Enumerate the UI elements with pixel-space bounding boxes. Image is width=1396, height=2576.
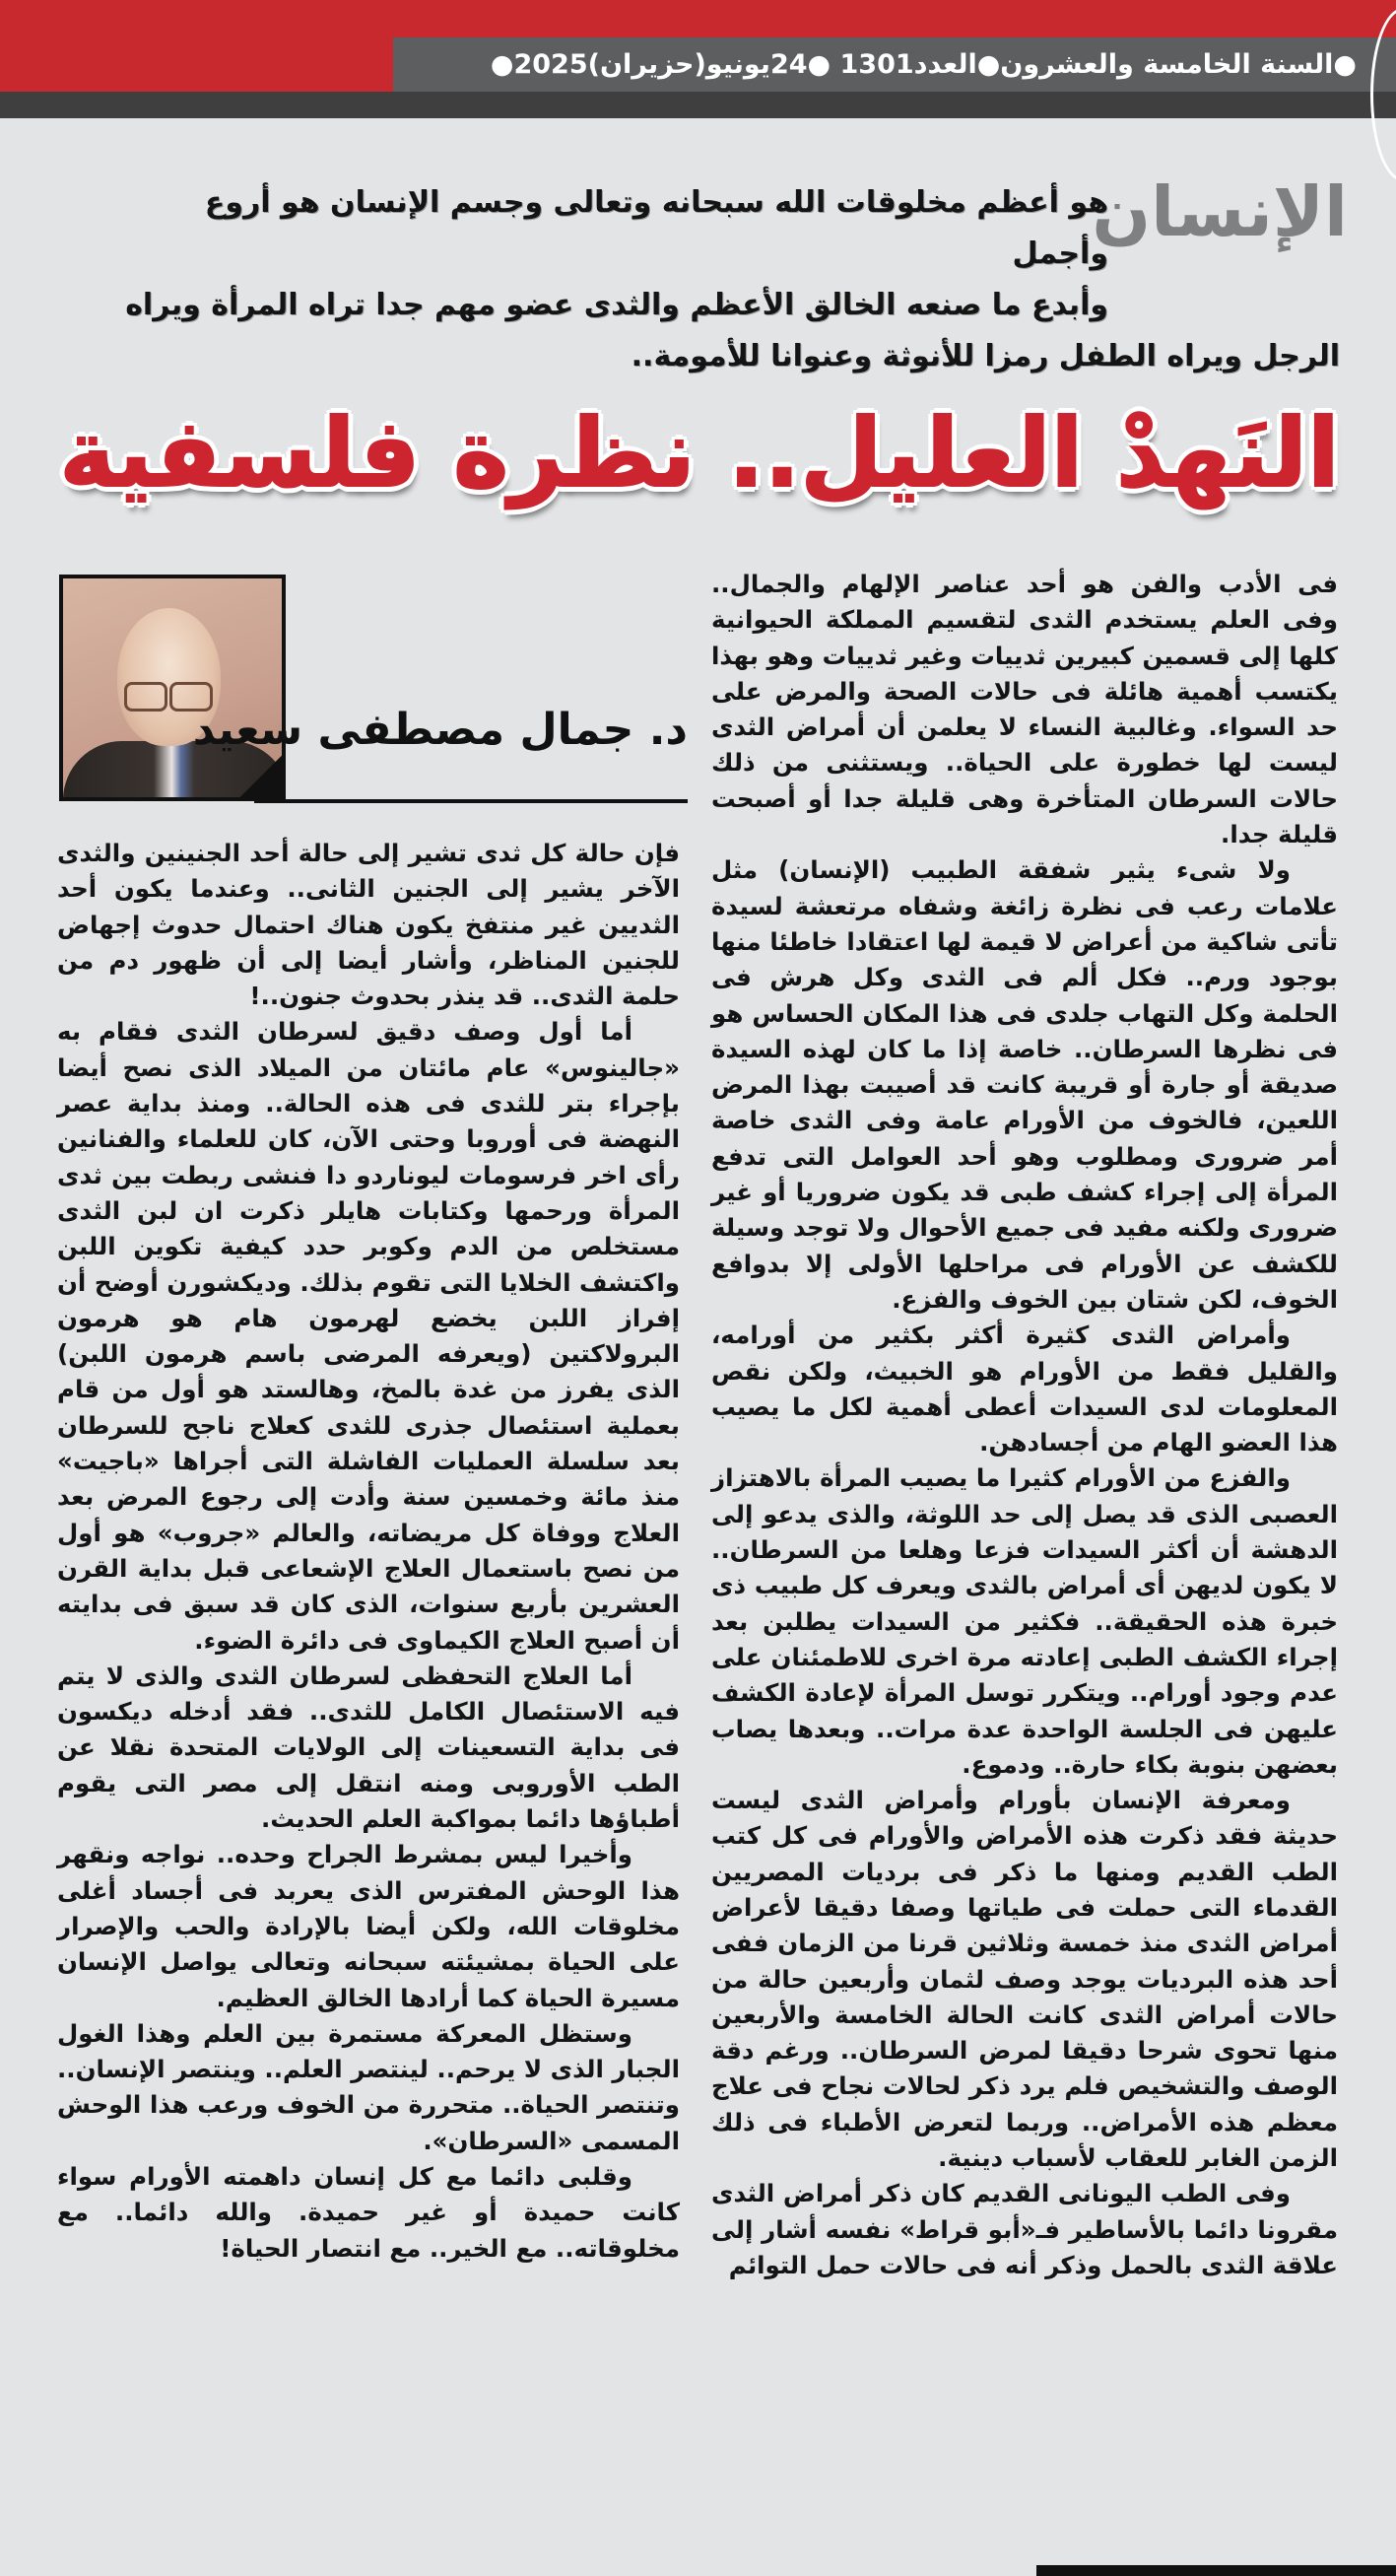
paragraph: وأمراض الثدى كثيرة أكثر بكثير من أورامه، والقليل فقط من الأورام هو الخبيث، ولكن نقص المعلومات لدى السيدات أعطى أهمية لكل ما يصيب هذا العضو الهام من أجسادهن. [711, 1321, 1338, 1457]
masthead-dark-band [0, 92, 1396, 118]
author-name: د. جمال مصطفى سعيد [192, 705, 688, 755]
paragraph: وقلبى دائما مع كل إنسان داهمته الأورام سواء كانت حميدة أو غير حميدة. والله دائما.. مع مخلوقاته.. مع الخير.. مع انتصار الحياة! [57, 2161, 680, 2263]
paragraph: والفزع من الأورام كثيرا ما يصيب المرأة بالاهتزاز العصبى الذى قد يصل إلى حد اللوثة، والذى يدعو إلى الدهشة أن أكثر السيدات فزعا وهلعا من السرطان.. لا يكون لديهن أى أمراض بالثدى ويعرف كل طبيب ذى خبرة هذه الحقيقة.. فكثير من السيدات يطلبن بعد إجراء الكشف الطبى إعادته مرة اخرى للاطمئنان على عدم وجود أورام.. ويتكرر توسل المرأة لإعادة الكشف عليهن فى الجلسة الواحدة عدة مرات.. وبعدها يصاب بعضهن بنوبة بكاء حارة.. ودموع. [711, 1463, 1338, 1779]
intro-line: هو أعظم مخلوقات الله سبحانه وتعالى وجسم الإنسان هو أروع وأجمل [204, 185, 1108, 271]
article-column-right [711, 567, 1338, 2283]
paragraph: ولا شىء يثير شفقة الطبيب (الإنسان) مثل علامات رعب فى نظرة زائغة وشفاه مرتعشة لسيدة تأتى شاكية من أعراض لا قيمة لها اعتقادا خاطئا منها بوجود ورم.. فكل ألم فى الثدى وكل هرش فى الحلمة وكل التهاب جلدى فى هذا المكان الحساس هو فى نظرها السرطان.. خاصة إذا ما كان لهذه السيدة صديقة أو جارة أو قريبة كانت قد أصيبت بهذا المرض اللعين، فالخوف من الأورام عامة وفى الثدى خاصة أمر ضرورى ومطلوب وهو أحد العوامل التى تدفع المرأة إلى إجراء كشف طبى قد يكون ضروريا أو غير ضرورى ولكنه مفيد فى جميع الأحوال ولا توجد وسيلة للكشف عن الأورام فى مراحلها الأولى إلا بدوافع الخوف، لكن شتان بين الخوف والفزع. [711, 855, 1338, 1314]
issue-info-bar [393, 37, 1396, 92]
author-portrait-icon [59, 575, 286, 801]
paragraph: فى الأدب والفن هو أحد عناصر الإلهام والجمال.. وفى العلم يستخدم الثدى لتقسيم المملكة الحيوانية كلها إلى قسمين كبيرين ثدييات وغير ثدييات وهو بهذا يكتسب أهمية هائلة فى حالات الصحة والمرض على حد السواء. وغالبية النساء لا يعلمن أن أمراض الثدى ليست لها خطورة على الحياة.. ويستثنى من ذلك حالات السرطان المتأخرة وهى قليلة جدا أو أصبحت قليلة جدا. [711, 570, 1338, 849]
paragraph: وفى الطب اليونانى القديم كان ذكر أمراض الثدى مقرونا دائما بالأساطير فـ«أبو قراط» نفسه أشار إلى علاقة الثدى بالحمل وذكر أنه فى حالات حمل التوائم [711, 2179, 1338, 2279]
paragraph: أما أول وصف دقيق لسرطان الثدى فقام به «جالينوس» عام مائتان من الميلاد الذى نصح أيضا بإجراء بتر للثدى فى هذه الحالة.. ومنذ بداية عصر النهضة فى أوروبا وحتى الآن، كان للعلماء والفنانين رأى اخر فرسومات ليوناردو دا فنشى ربطت بين ثدى المرأة ورحمها وكتابات هايلر ذكرت ان لبن الثدى مستخلص من الدم وكوبر حدد كيفية تكوين اللبن واكتشف الخلايا التى تقوم بذلك. وديكشورن أوضح أن إفراز اللبن يخضع لهرمون هام هو هرمون البرولاكتين (ويعرفه المرضى باسم هرمون اللبن) الذى يفرز من غدة بالمخ، وهالستد هو أول من قام بعملية استئصال جذرى للثدى كعلاج ناجح للسرطان بعد سلسلة العمليات الفاشلة التى أجراها «باجيت» منذ مائة وخمسين سنة وأدت إلى رجوع المرض بعد العلاج ووفاة كل مريضاته، والعالم «جروب» هو أول من نصح باستعمال العلاج الإشعاعى قبل بداية القرن العشرين بأربع سنوات، الذى كان قد سبق فى بدايته أن أصبح العلاج الكيماوى فى دائرة الضوء. [57, 1017, 680, 1655]
author-divider [254, 799, 688, 803]
paragraph: فإن حالة كل ثدى تشير إلى حالة أحد الجنينين والثدى الآخر يشير إلى الجنين الثانى.. وعندما يكون أحد الثديين غير منتفخ يكون هناك احتمال حدوث إجهاض للجنين المناظر، وأشار أيضا إلى أن ظهور دم من حلمة الثدى.. قد ينذر بحدوث جنون..! [57, 839, 680, 1011]
masthead [0, 0, 1396, 118]
intro-line: وأبدع ما صنعه الخالق الأعظم والثدى عضو مهم جدا تراه المرأة ويراه [125, 288, 1108, 322]
continuation-bar [1036, 2565, 1396, 2576]
intro-block [108, 171, 1348, 382]
intro-kicker: الإنسان [1092, 171, 1348, 252]
issue-line: ●السنة الخامسة والعشرون●العدد1301 ●24يونيو(حزيران)2025● [490, 49, 1357, 80]
intro-line: الرجل ويراه الطفل رمزا للأنوثة وعنوانا للأمومة.. [631, 339, 1340, 373]
paragraph: وأخيرا ليس بمشرط الجراح وحده.. نواجه ونقهر هذا الوحش المفترس الذى يعربد فى أجساد أغلى مخلوقات الله، ولكن أيضا بالإرادة والحب والإصرار على الحياة بمشيئته سبحانه وتعالى يواصل الإنسان مسيرة الحياة كما أرادها الخالق العظيم. [57, 1840, 680, 2012]
article-headline: النَهدْ العليل.. نظرة فلسفية [59, 398, 1340, 508]
paragraph: وستظل المعركة مستمرة بين العلم وهذا الغول الجبار الذى لا يرحم.. لينتصر العلم.. وينتصر الإنسان.. وتنتصر الحياة.. متحررة من الخوف ورعب هذا الوحش المسمى «السرطان». [57, 2018, 680, 2155]
author-byline [57, 575, 688, 809]
paragraph: ومعرفة الإنسان بأورام وأمراض الثدى ليست حديثة فقد ذكرت هذه الأمراض والأورام فى كل كتب الطب القديم ومنها ما ذكر فى برديات المصريين القدماء التى حملت فى طياتها وصفا دقيقا لأعراض أمراض الثدى منذ خمسة وثلاثين قرنا من الزمان ففى أحد هذه البرديات يوجد وصف لثمان وأربعين حالة من حالات أمراض الثدى كانت الحالة الخامسة والأربعين منها تحوى شرحا دقيقا لمرض السرطان.. ورغم دقة الوصف والتشخيص فلم يرد ذكر لحالات نجاح فى علاج معظم هذه الأمراض.. وربما لتعرض الأطباء فى ذلك الزمن الغابر للعقاب لأسباب دينية. [711, 1786, 1338, 2173]
paragraph: أما العلاج التحفظى لسرطان الثدى والذى لا يتم فيه الاستئصال الكامل للثدى.. فقد أدخله ديكسون فى بداية التسعينات إلى الولايات المتحدة نقلا عن الطب الأوروبى ومنه انتقل إلى مصر التى يقوم أطباؤها دائما بمواكبة العلم الحديث. [57, 1661, 680, 1834]
article-column-left [57, 836, 680, 2267]
